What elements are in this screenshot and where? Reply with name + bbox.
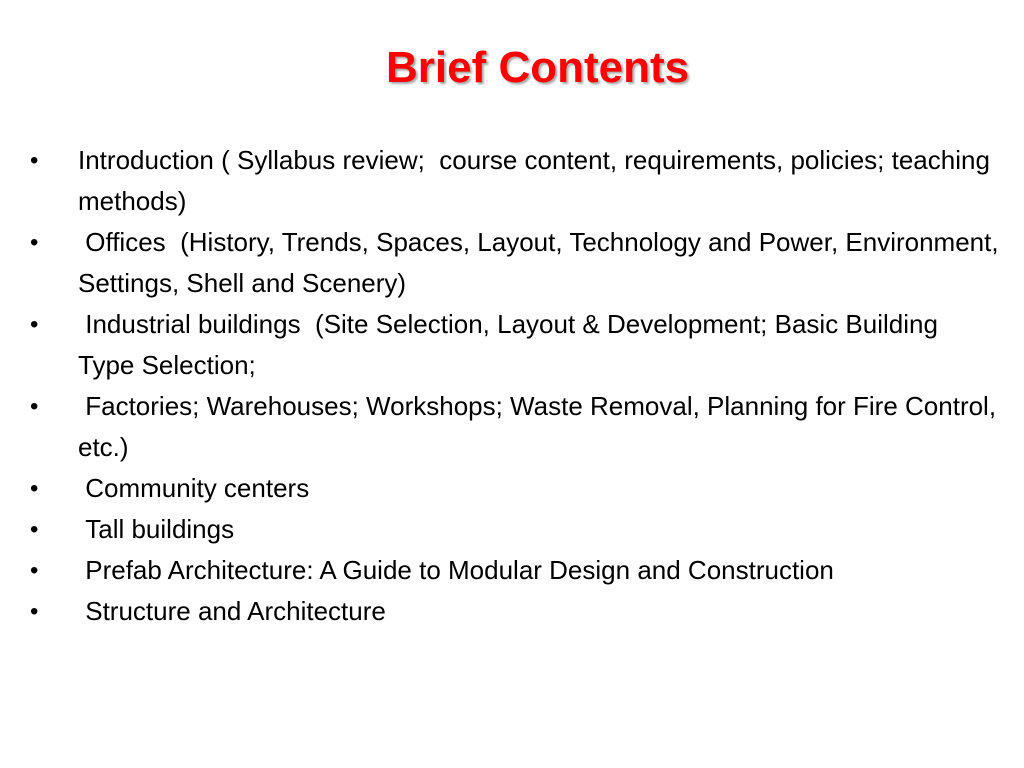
bullet-icon: • (30, 311, 39, 338)
list-item-text: Factories; Warehouses; Workshops; Waste Removal, Planning for Fire Control, etc.) (78, 391, 1004, 462)
list-item (30, 509, 1000, 550)
list-item-text: Structure and Architecture (78, 596, 386, 626)
bullet-icon: • (30, 598, 39, 625)
list-item (30, 304, 1000, 386)
list-item (30, 591, 1000, 632)
list-item-text: Industrial buildings (Site Selection, Layout & Development; Basic Building Type Selection; (78, 309, 945, 380)
bullet-icon: • (30, 229, 39, 256)
bullet-icon: • (30, 516, 39, 543)
list-item-text: Offices (History, Trends, Spaces, Layout, Technology and Power, Environment, Settings, Shell and Scenery) (78, 227, 1006, 298)
list-item-text: Tall buildings (78, 514, 235, 544)
bullet-icon: • (30, 557, 39, 584)
bullet-icon: • (30, 393, 39, 420)
bullet-icon: • (30, 475, 39, 502)
list-item (30, 140, 1000, 222)
list-item-text: Community centers (78, 473, 310, 503)
bullet-icon: • (30, 147, 39, 174)
list-item (30, 386, 1004, 468)
list-item (30, 222, 1006, 304)
slide-title: Brief Contents (386, 43, 690, 92)
list-item (30, 468, 1000, 509)
list-item-text: Prefab Architecture: A Guide to Modular Design and Construction (78, 555, 834, 585)
list-item-text: Introduction ( Syllabus review; course content, requirements, policies; teaching methods) (78, 145, 998, 216)
bullet-list (30, 140, 1006, 632)
list-item (30, 550, 1000, 591)
